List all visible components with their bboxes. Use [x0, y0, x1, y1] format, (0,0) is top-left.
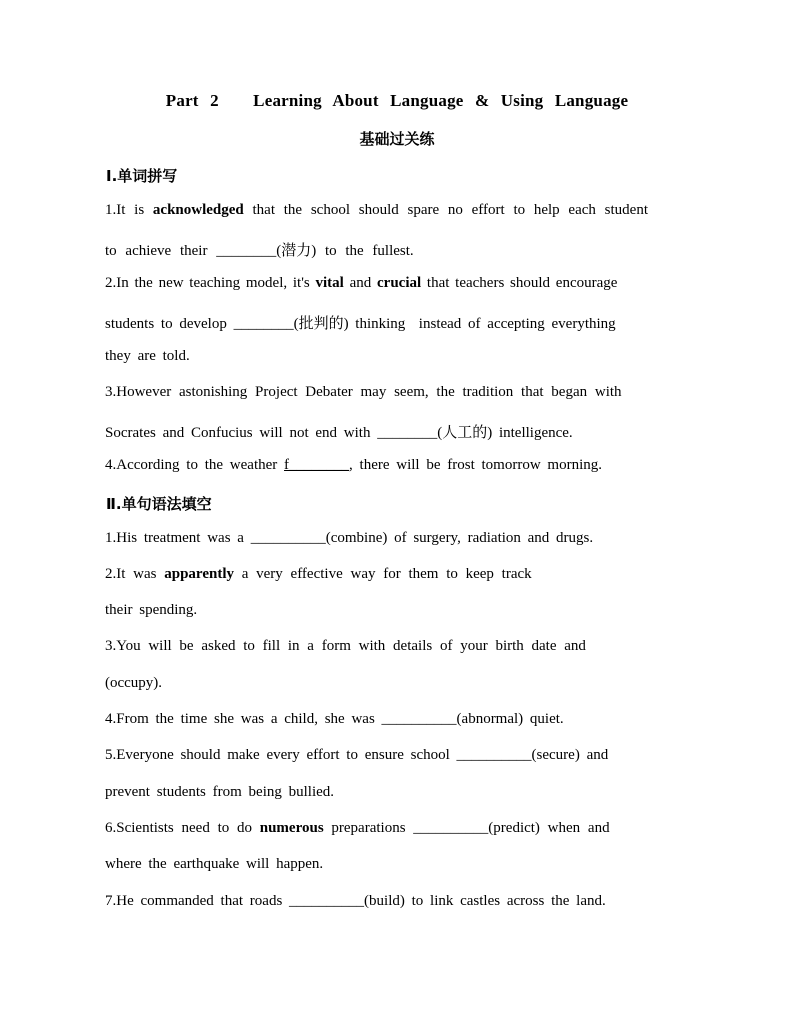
question-line: 1.His treatment was a __________(combine) of surgery, radiation and drugs.: [105, 530, 594, 546]
bold-term: apparently: [164, 566, 234, 582]
question-line: students to develop ________(批判的) thinking instead of accepting everything: [105, 316, 616, 332]
bold-term: crucial: [377, 275, 422, 291]
question-line: 2.In the new teaching model, it's vital and crucial that teachers should encourage: [105, 275, 618, 291]
section-1-heading: Ⅰ.单词拼写: [106, 167, 178, 185]
page-title: Part 2 Learning About Language & Using Language: [165, 91, 629, 110]
question-line: prevent students from being bullied.: [105, 784, 335, 800]
question-line: 1.It is acknowledged that the school should spare no effort to help each student: [105, 202, 648, 218]
question-line: where the earthquake will happen.: [105, 856, 324, 872]
question-line: (occupy).: [105, 675, 163, 691]
question-line: to achieve their ________(潜力) to the fullest.: [105, 243, 414, 259]
question-line: 2.It was apparently a very effective way for them to keep track: [105, 566, 532, 582]
bold-term: vital: [315, 275, 344, 291]
question-line: they are told.: [105, 348, 190, 364]
question-line: 4.From the time she was a child, she was __________(abnormal) quiet.: [105, 711, 564, 727]
question-line: 5.Everyone should make every effort to ensure school __________(secure) and: [105, 747, 609, 763]
answer-blank: f________: [284, 457, 350, 473]
page-subtitle: 基础过关练: [359, 130, 435, 148]
question-line: 6.Scientists need to do numerous preparations __________(predict) when and: [105, 820, 610, 836]
section-2-heading: Ⅱ.单句语法填空: [106, 495, 212, 513]
question-line: 3.However astonishing Project Debater may seem, the tradition that began with: [105, 384, 622, 400]
question-line: 4.According to the weather f________, there will be frost tomorrow morning.: [105, 457, 602, 473]
question-line: 7.He commanded that roads __________(build) to link castles across the land.: [105, 893, 606, 909]
question-line: their spending.: [105, 602, 198, 618]
bold-term: numerous: [259, 820, 324, 836]
bold-term: acknowledged: [152, 202, 244, 218]
question-line: Socrates and Confucius will not end with ________(人工的) intelligence.: [105, 425, 573, 441]
question-line: 3.You will be asked to fill in a form with details of your birth date and: [105, 638, 586, 654]
